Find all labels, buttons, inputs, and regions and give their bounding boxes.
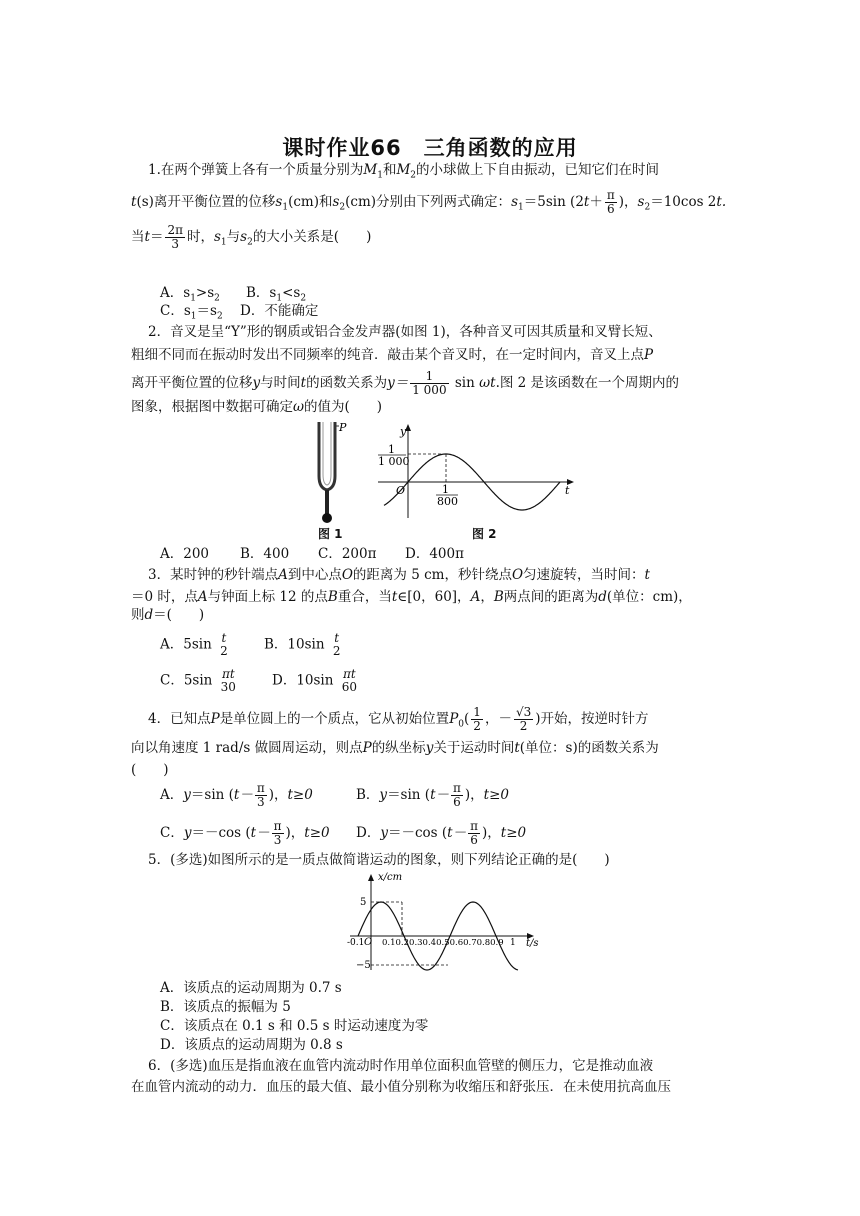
q3-option-a: A．5sin t 2 bbox=[160, 631, 228, 658]
q5-option-a: A．该质点的运动周期为 0.7 s bbox=[160, 980, 342, 996]
q1-line1: 1.在两个弹簧上各有一个质量分别为$M_1$和$M_2$的小球做上下自由振动，已知它们在时间 bbox=[148, 162, 660, 181]
q5-option-d: D．该质点的运动周期为 0.8 s bbox=[160, 1037, 343, 1053]
q1-frac-pi-6: $\frac{\pi}{6}$ bbox=[606, 188, 615, 216]
q2-line3: 离开平衡位置的位移y与时间t的函数关系为y＝ $\frac{1}{1 000}$ sin ωt.图 2 是该函数在一个周期内的 bbox=[131, 369, 680, 397]
q4-line1: 4．已知点P是单位圆上的一个质点，它从初始位置$P_0$( $\frac{1}{2}$ ，－ $\frac{√3}{2}$ )开始，按逆时针方 bbox=[148, 705, 649, 733]
q3-option-c: C．5sin πt 30 bbox=[160, 667, 236, 694]
figure-2-xtick-den: 800 bbox=[437, 495, 458, 508]
q5-origin: O bbox=[364, 937, 373, 948]
q2-option-a: A．200 bbox=[160, 546, 210, 562]
q6-line2: 在血管内流动的动力．血压的最大值、最小值分别称为收缩压和舒张压．在未使用抗高血压 bbox=[131, 1079, 671, 1095]
q3-line1: 3．某时钟的秒针端点A到中心点O的距离为 5 cm，秒针绕点O匀速旋转，当时间：t bbox=[148, 567, 650, 583]
q5-x-label: t/s bbox=[526, 938, 539, 949]
figure-2-ytick-num: 1 bbox=[388, 443, 395, 456]
tuning-fork-prongs bbox=[319, 422, 335, 490]
figure-2-xtick-num: 1 bbox=[442, 483, 449, 496]
q2-line1: 2．音叉是呈“Y”形的钢质或铝合金发声器(如图 1)，各种音叉可因其质量和叉臂长短、 bbox=[148, 324, 662, 340]
q5-tick-5: 5 bbox=[360, 897, 367, 908]
q4-frac-sqrt3-2: $\frac{√3}{2}$ bbox=[515, 705, 532, 733]
q5-tick-1: 1 bbox=[510, 938, 516, 948]
q2-option-b: B．400 bbox=[240, 546, 290, 562]
q2-line4: 图象，根据图中数据可确定ω的值为( ) bbox=[131, 399, 383, 415]
q6-line1: 6．(多选)血压是指血液在血管内流动时作用单位面积血管壁的侧压力，它是推动血液 bbox=[148, 1058, 654, 1074]
q4-option-a: A．y＝sin (t－ $\frac{\pi}{3}$ )，t≥0 bbox=[160, 781, 313, 809]
figure-2-caption: 图 2 bbox=[472, 527, 497, 541]
q1-option-d: D．不能确定 bbox=[240, 303, 319, 319]
q5-tick-neg5: −5 bbox=[356, 960, 371, 971]
page-title: 课时作业66 三角函数的应用 bbox=[282, 136, 578, 160]
q3-line2: ＝0 时，点A与钟面上标 12 的点B重合，当t∈[0，60]，A，B两点间的距离为d(单位：cm)， bbox=[131, 589, 692, 605]
q2-option-c: C．200π bbox=[318, 546, 377, 562]
q1-frac-2pi-3: $\frac{2\pi}{3}$ bbox=[167, 223, 183, 251]
q5-y-label: x/cm bbox=[378, 872, 403, 883]
q1-line3: 当t＝ $\frac{2\pi}{3}$ 时，$s_1$与$s_2$的大小关系是( ) bbox=[131, 223, 372, 251]
q1-line2: t(s)离开平衡位置的位移$s_1(cm)$和$s_2(cm)$分别由下列两式确定：$s_1=5\sin$ (2t＋ $\frac{\pi}{6}$ )，$s_2=10\cos$ 2t. bbox=[131, 188, 727, 216]
q4-option-d: D．y＝－cos (t－ $\frac{\pi}{6}$ )，t≥0 bbox=[356, 819, 527, 847]
q5-option-b: B．该质点的振幅为 5 bbox=[160, 999, 291, 1015]
q2-option-d: D．400π bbox=[405, 546, 464, 562]
q5-tick-labels: 0.10.20.30.40.50.60.70.80.9 bbox=[382, 938, 504, 948]
q4-frac-1-2: $\frac{1}{2}$ bbox=[473, 705, 481, 733]
q3-option-b: B．10sin t 2 bbox=[264, 631, 341, 658]
figure-1-caption: 图 1 bbox=[318, 527, 343, 541]
q4-line2: 向以角速度 1 rad/s 做圆周运动，则点P的纵坐标y关于运动时间t(单位：s)的函数关系为 bbox=[131, 740, 659, 756]
q1-option-b: B．$s_1<s_2$ bbox=[246, 285, 307, 304]
q3-line3: 则d＝( ) bbox=[131, 607, 205, 623]
tuning-fork-base bbox=[322, 513, 332, 523]
figure-2-x-label: t bbox=[565, 484, 570, 497]
q4-option-c: C．y＝－cos (t－ $\frac{\pi}{3}$ )，t≥0 bbox=[160, 819, 330, 847]
q2-line2: 粗细不同而在振动时发出不同频率的纯音．敲击某个音叉时，在一定时间内，音叉上点P bbox=[131, 347, 654, 363]
q1-option-a: A．$s_1>s_2$ bbox=[160, 285, 220, 304]
figure-2-graph bbox=[372, 420, 582, 522]
q4-option-b: B．y＝sin (t－ $\frac{\pi}{6}$ )，t≥0 bbox=[356, 781, 509, 809]
q5-tick-neg01: -0.1 bbox=[347, 938, 365, 948]
q5-option-c: C．该质点在 0.1 s 和 0.5 s 时运动速度为零 bbox=[160, 1018, 429, 1034]
q1-option-c: C．$s_1=s_2$ bbox=[160, 303, 223, 322]
figure-2-y-label: y bbox=[400, 425, 407, 438]
q2-frac-1-1000: $\frac{1}{1 000}$ bbox=[412, 369, 447, 397]
figure-2-ytick-den: 1 000 bbox=[378, 455, 410, 468]
q5-line1: 5．(多选)如图所示的是一质点做简谐运动的图象，则下列结论正确的是( ) bbox=[148, 852, 610, 868]
q4-line3: ( ) bbox=[131, 762, 169, 778]
figure-1-p-label: P bbox=[339, 421, 347, 434]
figure-2-origin: O bbox=[396, 484, 406, 497]
tuning-fork-inner bbox=[323, 422, 331, 485]
q3-option-d: D．10sin πt 60 bbox=[272, 667, 358, 694]
q5-graph bbox=[340, 866, 550, 976]
